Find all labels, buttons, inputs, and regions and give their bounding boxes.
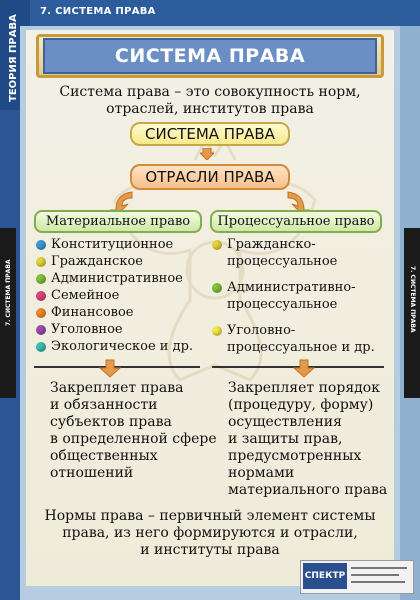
description-line: предусмотренных	[228, 448, 362, 464]
publisher-name: СПЕКТР	[303, 563, 347, 589]
bullet-icon	[212, 240, 222, 250]
list-item	[36, 304, 208, 321]
list-item-text: Административное	[51, 271, 183, 286]
list-item-text: процессуальное	[227, 297, 338, 312]
description-line: Закрепляет порядок	[228, 380, 380, 396]
material-law-list	[36, 236, 208, 355]
page-title: СИСТЕМА ПРАВА	[43, 38, 377, 74]
left-tab-label: 7. СИСТЕМА ПРАВА	[5, 259, 12, 326]
branch-arrows-icon	[100, 182, 320, 212]
logo-rule	[351, 581, 405, 583]
list-item-text: Административно-	[227, 280, 356, 295]
header-label: 7. СИСТЕМА ПРАВА	[40, 6, 156, 17]
procedural-law-description	[228, 380, 388, 499]
material-law-box	[34, 210, 202, 233]
description-line: отношений	[50, 465, 134, 481]
list-item-text: процессуальное	[227, 254, 338, 269]
definition-line: отраслей, институтов права	[106, 101, 314, 117]
branches-of-law-label: ОТРАСЛИ ПРАВА	[145, 168, 275, 186]
description-line: общественных	[50, 448, 158, 464]
logo-rule	[351, 574, 399, 576]
list-item	[36, 321, 208, 338]
description-line: Закрепляет права	[50, 380, 184, 396]
description-line: в определенной сфере	[50, 431, 217, 447]
footer-line: и институты права	[140, 542, 280, 558]
material-law-label: Материальное право	[45, 214, 191, 229]
description-line: нормами	[228, 465, 295, 481]
procedural-law-label: Процессуальное право	[217, 214, 375, 229]
system-of-law-box	[130, 122, 290, 146]
description-line: осуществления	[228, 414, 342, 430]
pointer-arrows-icon	[96, 358, 324, 378]
bullet-icon	[36, 257, 46, 267]
list-item-text: Уголовно-	[227, 323, 296, 338]
footer-line: права, из него формируются и отрасли,	[62, 525, 358, 541]
description-line: субъектов права	[50, 414, 172, 430]
bullet-icon	[36, 291, 46, 301]
list-item	[36, 338, 208, 355]
list-item-text: Конституционное	[51, 237, 174, 252]
bullet-icon	[36, 342, 46, 352]
list-item-text: Уголовное	[51, 322, 123, 337]
section-label: ТЕОРИЯ ПРАВА	[8, 14, 19, 102]
material-law-description	[50, 380, 220, 482]
definition-text	[40, 84, 380, 118]
bullet-icon	[36, 240, 46, 250]
list-item-text: процессуальное и др.	[227, 340, 375, 355]
list-item	[36, 253, 208, 270]
bullet-icon	[212, 326, 222, 336]
description-line: и обязанности	[50, 397, 158, 413]
list-item-text: Гражданское	[51, 254, 143, 269]
procedural-law-box	[210, 210, 382, 233]
logo-rule	[351, 567, 407, 569]
bullet-icon	[212, 283, 222, 293]
description-line: и защиты прав,	[228, 431, 343, 447]
right-tab-label: 7. СИСТЕМА ПРАВА	[409, 266, 416, 333]
bullet-icon	[36, 325, 46, 335]
footer-line: Нормы права – первичный элемент системы	[44, 508, 376, 524]
bullet-icon	[36, 274, 46, 284]
list-item	[212, 322, 392, 356]
description-line: (процедуру, форму)	[228, 397, 374, 413]
procedural-law-list	[212, 236, 392, 356]
footer-text	[34, 508, 386, 559]
right-edge-tab	[404, 228, 420, 398]
list-item-text: Экологическое и др.	[51, 339, 194, 354]
publisher-logo	[300, 560, 414, 594]
list-item	[36, 287, 208, 304]
bullet-icon	[36, 308, 46, 318]
list-item-text: Семейное	[51, 288, 120, 303]
description-line: материального права	[228, 482, 388, 498]
list-item	[36, 270, 208, 287]
list-item	[212, 236, 392, 270]
arrow-down-icon	[200, 148, 214, 160]
list-item-text: Финансовое	[51, 305, 134, 320]
left-edge-tab	[0, 228, 16, 398]
definition-line: Система права – это совокупность норм,	[59, 84, 361, 100]
list-item-text: Гражданско-	[227, 237, 316, 252]
system-of-law-label: СИСТЕМА ПРАВА	[145, 125, 275, 143]
list-item	[36, 236, 208, 253]
title-banner	[36, 34, 384, 78]
list-item	[212, 279, 392, 313]
